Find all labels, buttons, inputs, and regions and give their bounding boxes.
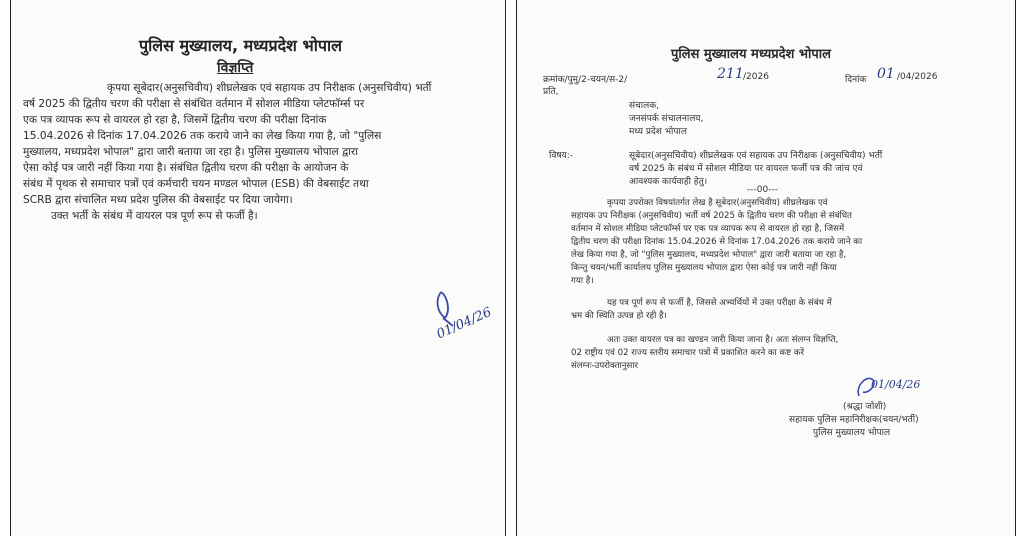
para1-line-2: सहायक उप निरीक्षक (अनुसचिवीय) भर्ती वर्ष 2025 के द्वितीय चरण की परीक्षा से संबंधित [571, 211, 852, 221]
para3-line-3: संलग्नः-उपरोक्तानुसार [571, 361, 639, 371]
para1-line-6: किन्तु चयन/भर्ती कार्यालय पुलिस मुख्यालय भोपाल द्वारा ऐसा कोई पत्र जारी नहीं किया [571, 263, 837, 273]
para1-line-3: वर्तमान में सोशल मीडिया प्लेटफॉर्म्स पर एक पत्र व्यापक रूप से वायरल हो रहा है, जिसमें [571, 224, 845, 234]
para1-line-5: लेख किया गया है, जो "पुलिस मुख्यालय, मध्यप्रदेश भोपाल" द्वारा जारी बताया जा रहा है, [571, 250, 847, 260]
date-rest: /04/2026 [897, 72, 938, 82]
notice-line-7: संबंध में पृथक से समाचार पत्रों एवं कर्मचारी चयन मण्डल भोपाल (ESB) की वेबसाईट तथा [23, 178, 369, 190]
signatory-name: (श्रद्धा जोशी) [843, 402, 887, 412]
notice-line-3: एक पत्र व्यापक रूप से वायरल हो रहा है, जिसमें द्वितीय चरण की परीक्षा दिनांक [23, 114, 327, 126]
addressee-line-2: जनसंपर्क संचालनालय, [629, 114, 704, 124]
date-day: 01 [877, 66, 895, 82]
subject-label: विषय:- [549, 151, 574, 161]
para2-line-2: भ्रम की स्थिति उत्पन्न हो रही है। [571, 311, 667, 321]
addressee-line-1: संचालक, [629, 101, 660, 111]
right-header: पुलिस मुख्यालय मध्यप्रदेश भोपाल [671, 47, 831, 62]
notice-line-5: मुख्यालय, मध्यप्रदेश भोपाल" द्वारा जारी बताया जा रहा है। पुलिस मुख्यालय भोपाल द्वारा [23, 146, 359, 158]
notice-line-4: 15.04.2026 से दिनांक 17.04.2026 तक कराये जाने का लेख किया गया है, जो "पुलिस [23, 130, 382, 142]
date-label: दिनांक [845, 75, 867, 85]
notice-line-1: कृपया सूबेदार(अनुसचिवीय) शीघ्रलेखक एवं सहायक उप निरीक्षक (अनुसचिवीय) भर्ती [107, 82, 432, 94]
subject-line-3: आवश्यक कार्यवाही हेतु। [629, 177, 708, 187]
notice-line-6: ऐसा कोई पत्र जारी नहीं किया गया है। संबंधित द्वितीय चरण की परीक्षा के आयोजन के [23, 162, 349, 174]
notice-line-2: वर्ष 2025 की द्वितीय चरण की परीक्षा से संबंधित वर्तमान में सोशल मीडिया प्लेटफॉर्म्स पर [23, 98, 365, 110]
notice-title: विज्ञप्ति [217, 60, 254, 76]
ref-label: क्रमांक/पुमु/2-चयन/स-2/ [543, 75, 628, 85]
prati-label: प्रति, [543, 87, 559, 97]
ref-year: /2026 [743, 72, 769, 82]
para3-line-1: अतः उक्त वायरल पत्र का खण्डन जारी किया जाना है। अतः संलग्न विज्ञप्ति, [607, 335, 839, 345]
notice-line-9: उक्त भर्ती के संबंध में वायरल पत्र पूर्ण रूप से फर्जी है। [51, 210, 258, 222]
para1-line-7: गया है। [571, 276, 594, 286]
para3-line-2: 02 राष्ट्रीय एवं 02 राज्य स्तरीय समाचार पत्रों में प्रकाशित करने का कष्ट करें [571, 348, 804, 358]
right-handwritten-date: 01/04/26 [871, 378, 921, 391]
signatory-designation: सहायक पुलिस महानिरीक्षक(चयन/भर्ती) [789, 415, 919, 425]
press-release-page [10, 0, 506, 536]
para1-line-1: कृपया उपरोक्त विषयांतर्गत लेख है सूबेदार(अनुसचिवीय) शीघ्रलेखक एवं [607, 198, 828, 208]
addressee-line-3: मध्य प्रदेश भोपाल [629, 127, 687, 137]
signatory-office: पुलिस मुख्यालय भोपाल [813, 428, 891, 438]
subject-line-1: सूबेदार(अनुसचिवीय) शीघ्रलेखक एवं सहायक उप निरीक्षक (अनुसचिवीय) भर्ती [629, 151, 883, 161]
para1-line-4: द्वितीय चरण की परीक्षा दिनांक 15.04.2026 से दिनांक 17.04.2026 तक कराये जाने का [571, 237, 863, 247]
subject-line-2: वर्ष 2025 के संबंध में सोशल मीडिया पर वायरल फर्जी पत्र की जांच एवं [629, 164, 863, 174]
para2-line-1: यह पत्र पूर्ण रूप से फर्जी है, जिससे अभ्यर्थियों में उक्त परीक्षा के संबंध में [607, 298, 832, 308]
notice-line-8: SCRB द्वारा संचालित मध्य प्रदेश पुलिस की वेबसाईट पर दिया जायेगा। [23, 194, 293, 206]
left-header: पुलिस मुख्यालय, मध्यप्रदेश भोपाल [139, 36, 342, 55]
ref-number: 211 [717, 66, 744, 82]
official-letter-page [516, 0, 1016, 536]
left-handwritten-date: 01/04/26 [434, 304, 494, 343]
separator: ---00--- [747, 185, 778, 195]
